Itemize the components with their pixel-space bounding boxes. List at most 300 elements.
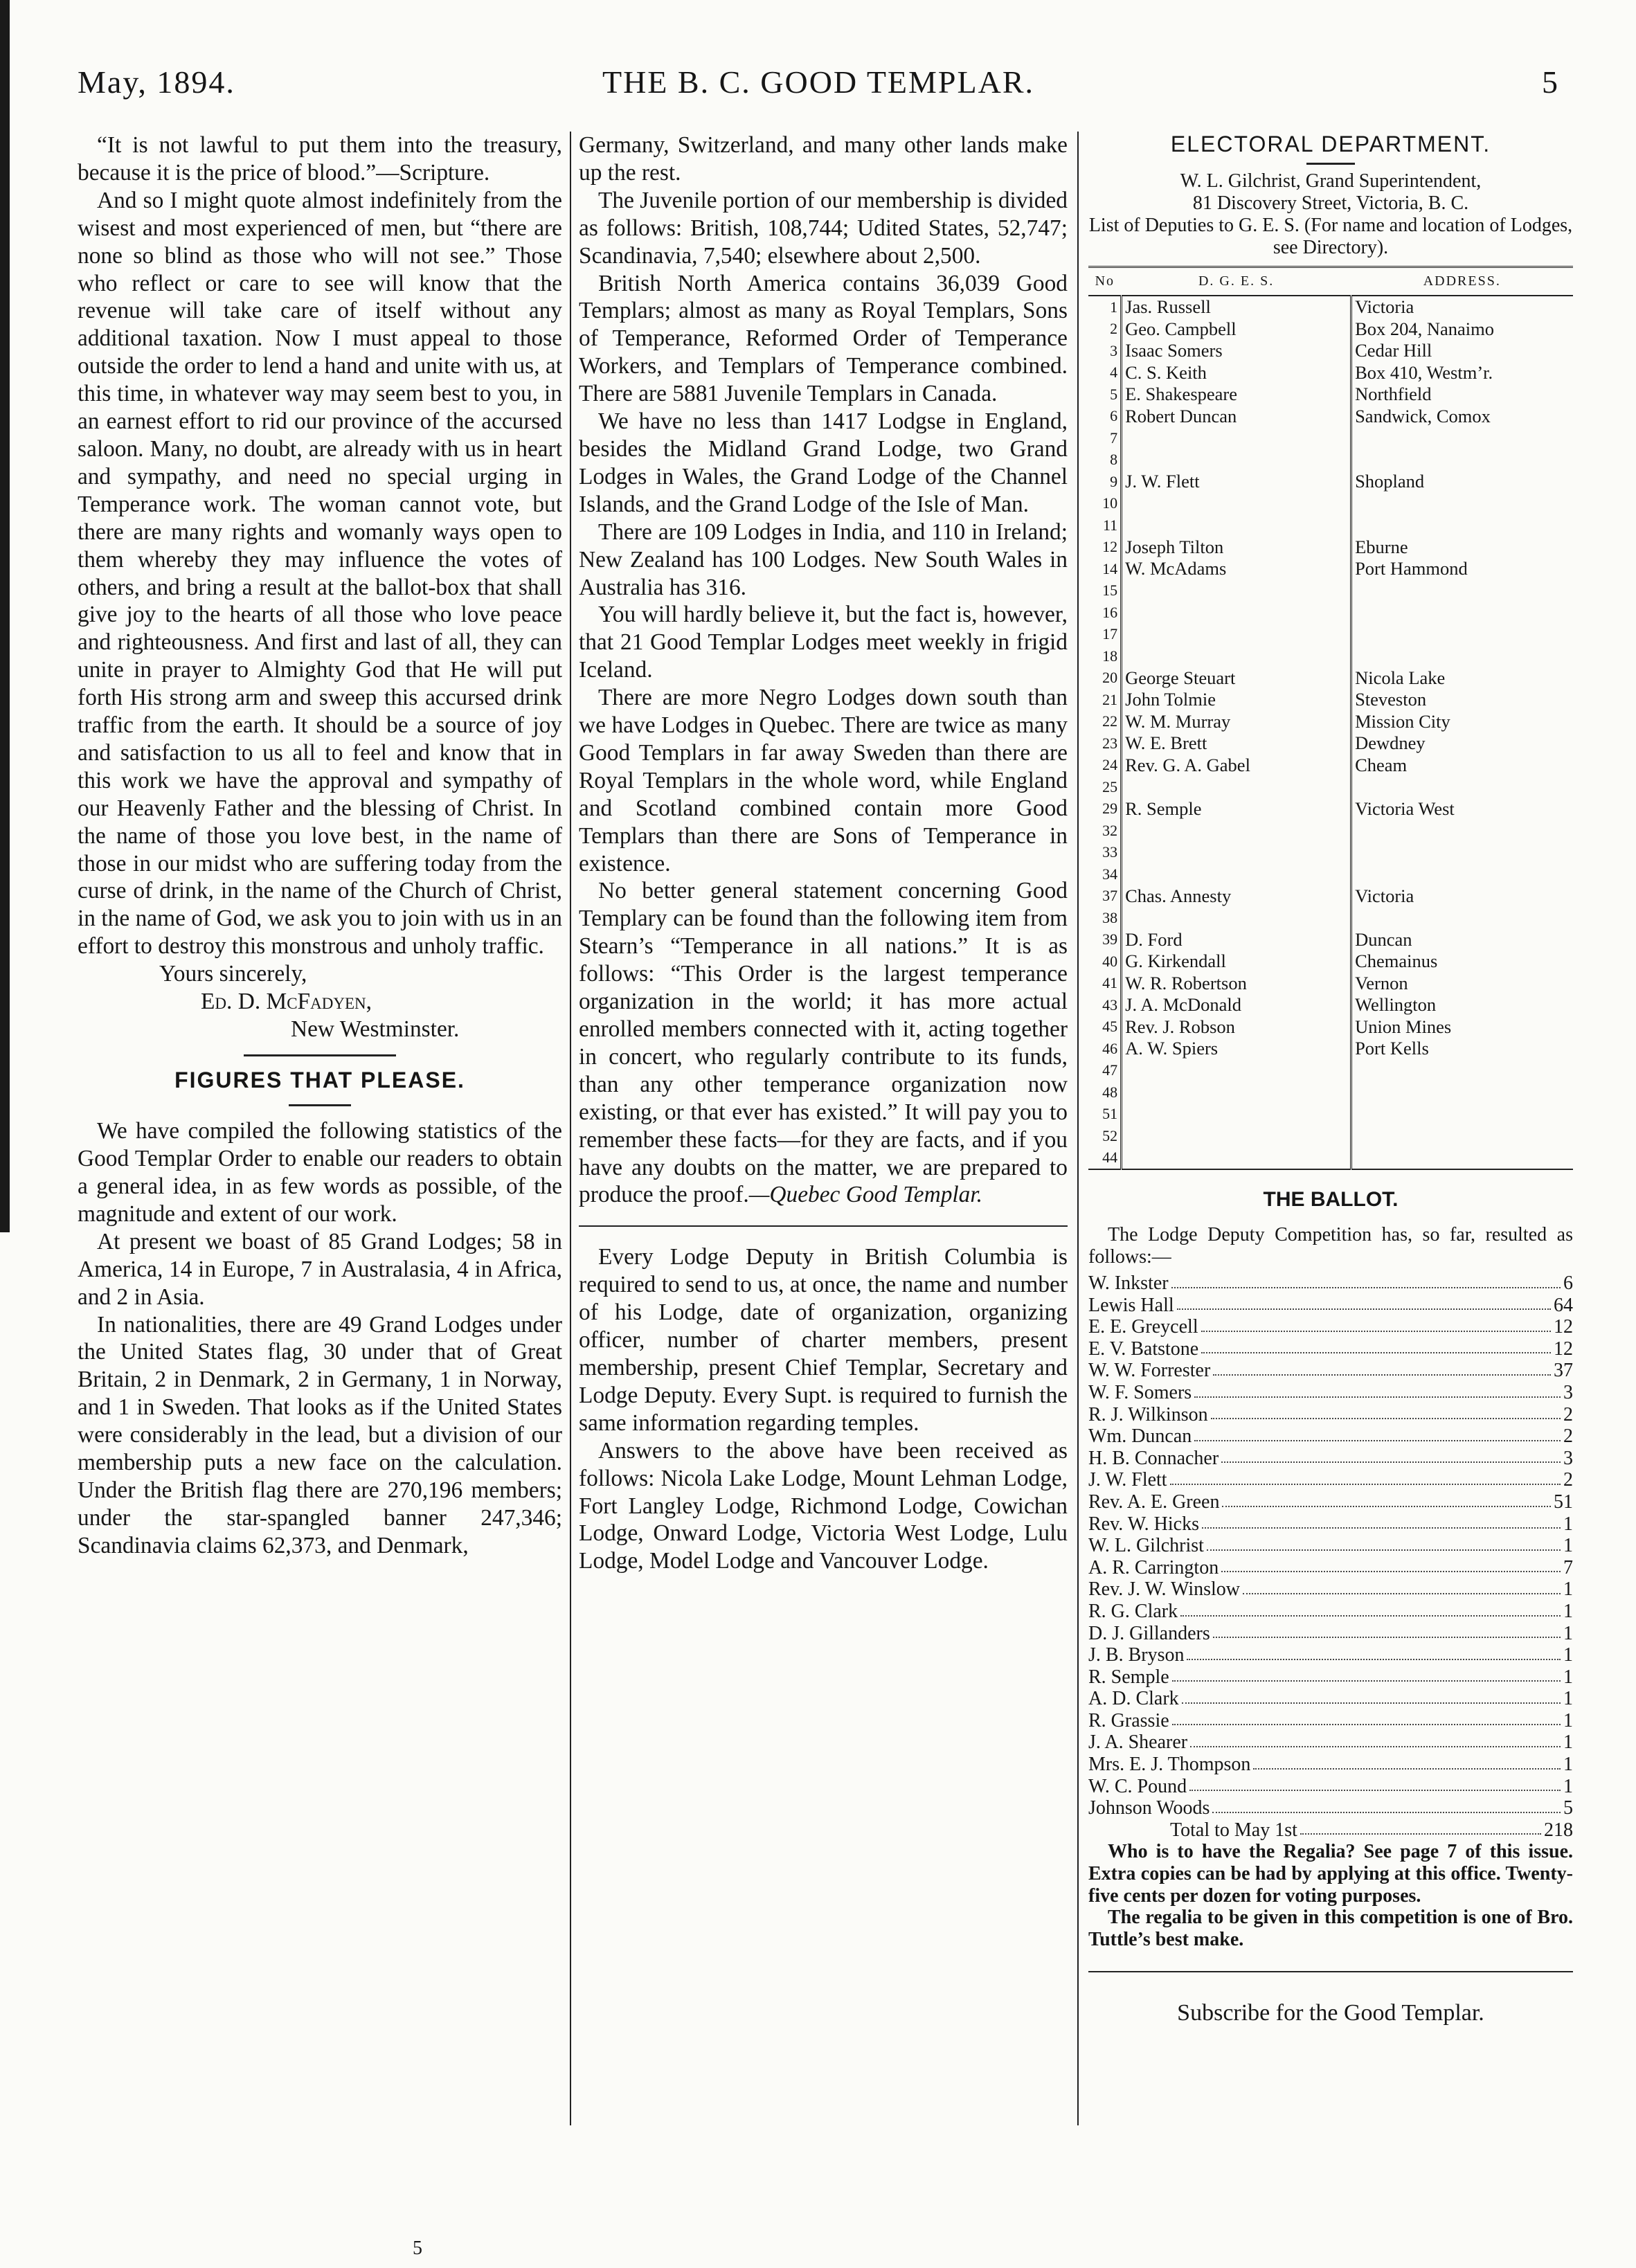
table-row bbox=[1088, 1081, 1573, 1104]
candidate-votes: 1 bbox=[1563, 1622, 1573, 1644]
table-row bbox=[1088, 1016, 1573, 1038]
ballot-total: 218 bbox=[1544, 1819, 1573, 1841]
deputy-name bbox=[1122, 842, 1351, 864]
deputy-number: 20 bbox=[1088, 667, 1122, 690]
candidate-votes: 1 bbox=[1563, 1578, 1573, 1601]
deputy-number: 5 bbox=[1088, 384, 1122, 406]
candidate-name: R. Grassie bbox=[1088, 1709, 1169, 1731]
candidate-name: A. D. Clark bbox=[1088, 1688, 1179, 1710]
candidate-votes: 2 bbox=[1563, 1425, 1573, 1448]
table-row bbox=[1088, 1060, 1573, 1082]
deputy-name bbox=[1122, 776, 1351, 798]
table-row bbox=[1088, 624, 1573, 646]
table-row bbox=[1088, 645, 1573, 667]
leader-dots bbox=[1201, 1316, 1551, 1332]
deputy-number: 8 bbox=[1088, 449, 1122, 471]
ballot-note: Who is to have the Regalia? See page 7 of this issue. Extra copies can be had by applying at this office. Twenty-five cents per dozen for voting purposes. bbox=[1088, 1841, 1573, 1907]
candidate-name: W. W. Forrester bbox=[1088, 1360, 1211, 1382]
leader-dots bbox=[1207, 1535, 1561, 1551]
deputy-address bbox=[1351, 842, 1573, 864]
leader-dots bbox=[1172, 1710, 1561, 1726]
deputy-name: Rev. J. Robson bbox=[1122, 1016, 1351, 1038]
leader-dots bbox=[1194, 1425, 1561, 1441]
ballot-row bbox=[1088, 1754, 1573, 1776]
table-row bbox=[1088, 296, 1573, 318]
deputy-address bbox=[1351, 820, 1573, 842]
leader-dots bbox=[1212, 1797, 1561, 1813]
leader-dots bbox=[1300, 1819, 1541, 1835]
ballot-row bbox=[1088, 1776, 1573, 1798]
deputy-number: 45 bbox=[1088, 1016, 1122, 1038]
deputies-table bbox=[1088, 266, 1573, 1170]
table-row bbox=[1088, 558, 1573, 580]
deputy-number: 41 bbox=[1088, 973, 1122, 995]
deputy-address bbox=[1351, 580, 1573, 602]
deputy-name bbox=[1122, 645, 1351, 667]
figures-heading: FIGURES THAT PLEASE. bbox=[174, 1068, 465, 1093]
ballot-row bbox=[1088, 1425, 1573, 1448]
ballot-row bbox=[1088, 1448, 1573, 1470]
deputy-address: Mission City bbox=[1355, 710, 1450, 732]
candidate-votes: 2 bbox=[1563, 1469, 1573, 1491]
leader-dots bbox=[1177, 1295, 1551, 1311]
deputy-name: John Tolmie bbox=[1122, 689, 1351, 711]
table-row bbox=[1088, 427, 1573, 449]
article-paragraph: There are 109 Lodges in India, and 110 in Ireland; New Zealand has 100 Lodges. New South Wales in Australia has 316. bbox=[579, 519, 1068, 600]
deputy-name bbox=[1122, 624, 1351, 646]
ballot-row bbox=[1088, 1513, 1573, 1536]
deputy-number: 39 bbox=[1088, 929, 1122, 951]
deputy-address: Duncan bbox=[1355, 928, 1412, 950]
deputy-name bbox=[1122, 493, 1351, 515]
table-row bbox=[1088, 493, 1573, 515]
ballot-total-row bbox=[1088, 1819, 1573, 1842]
leader-dots bbox=[1189, 1776, 1561, 1792]
deputy-number: 9 bbox=[1088, 471, 1122, 493]
col-header-address: ADDRESS. bbox=[1351, 267, 1573, 296]
deputy-address: Cedar Hill bbox=[1355, 340, 1432, 361]
deputy-number: 7 bbox=[1088, 427, 1122, 449]
ballot-row bbox=[1088, 1578, 1573, 1601]
deputy-address: Sandwick, Comox bbox=[1355, 405, 1491, 426]
deputy-address bbox=[1351, 602, 1573, 624]
deputy-name: G. Kirkendall bbox=[1122, 951, 1351, 973]
candidate-name: J. B. Bryson bbox=[1088, 1644, 1185, 1666]
table-row bbox=[1088, 340, 1573, 362]
leader-dots bbox=[1194, 1382, 1561, 1398]
column-2 bbox=[579, 132, 1068, 2202]
deputy-address: Port Kells bbox=[1355, 1038, 1429, 1059]
electoral-heading: ELECTORAL DEPARTMENT. bbox=[1170, 132, 1491, 156]
letter-signature bbox=[78, 960, 562, 1043]
deputies-body bbox=[1088, 296, 1573, 1169]
ballot-row bbox=[1088, 1623, 1573, 1645]
deputy-number: 38 bbox=[1088, 907, 1122, 929]
deputy-name: W. M. Murray bbox=[1122, 711, 1351, 733]
table-row bbox=[1088, 863, 1573, 885]
deputy-name bbox=[1122, 1081, 1351, 1104]
article-paragraph: There are more Negro Lodges down south than we have Lodges in Quebec. There are twice as many Good Templars in far away Sweden than there are Royal Templars in the whole word, while England and Scotland combined contain more Good Templars than there are Sons of Temperance in existence. bbox=[579, 685, 1068, 876]
table-row bbox=[1088, 776, 1573, 798]
deputy-number: 3 bbox=[1088, 340, 1122, 362]
deputy-name: W. McAdams bbox=[1122, 558, 1351, 580]
table-row bbox=[1088, 602, 1573, 624]
candidate-name: J. A. Shearer bbox=[1088, 1731, 1188, 1754]
deputy-address bbox=[1351, 776, 1573, 798]
ballot-row bbox=[1088, 1797, 1573, 1819]
deputy-number: 6 bbox=[1088, 406, 1122, 428]
deputy-address bbox=[1351, 1081, 1573, 1104]
deputy-name: Jas. Russell bbox=[1122, 296, 1351, 318]
deputy-address bbox=[1351, 907, 1573, 929]
superintendent: W. L. Gilchrist, Grand Superintendent, bbox=[1180, 170, 1482, 192]
deputy-number: 47 bbox=[1088, 1060, 1122, 1082]
article-paragraph: You will hardly believe it, but the fact is, however, that 21 Good Templar Lodges meet weekly in frigid Iceland. bbox=[579, 602, 1068, 683]
leader-dots bbox=[1253, 1754, 1561, 1770]
candidate-name: W. C. Pound bbox=[1088, 1775, 1187, 1797]
superintendent-address: 81 Discovery Street, Victoria, B. C. bbox=[1192, 192, 1469, 214]
table-row bbox=[1088, 951, 1573, 973]
deputy-name bbox=[1122, 514, 1351, 537]
signature-place: New Westminster. bbox=[291, 1016, 460, 1043]
deputy-name: J. A. McDonald bbox=[1122, 994, 1351, 1016]
column-1 bbox=[78, 132, 562, 2202]
candidate-votes: 64 bbox=[1554, 1294, 1573, 1316]
deputy-number: 34 bbox=[1088, 863, 1122, 885]
candidate-name: R. G. Clark bbox=[1088, 1600, 1178, 1622]
deputy-address bbox=[1351, 514, 1573, 537]
article-paragraph bbox=[579, 877, 1068, 1209]
section-divider bbox=[1088, 1971, 1573, 1972]
candidate-votes: 1 bbox=[1563, 1513, 1573, 1535]
deputy-number: 25 bbox=[1088, 776, 1122, 798]
table-row bbox=[1088, 580, 1573, 602]
candidate-votes: 1 bbox=[1563, 1666, 1573, 1688]
page-edge-bar bbox=[0, 0, 10, 1232]
deputy-address: Chemainus bbox=[1355, 951, 1438, 972]
candidate-votes: 1 bbox=[1563, 1731, 1573, 1754]
section-divider bbox=[579, 1225, 1068, 1227]
scripture-quote: “It is not lawful to put them into the treasury, because it is the price of blood.”—Scripture. bbox=[78, 132, 562, 186]
deputy-number: 37 bbox=[1088, 885, 1122, 908]
ballot-row bbox=[1088, 1316, 1573, 1338]
table-row bbox=[1088, 732, 1573, 755]
deputy-address bbox=[1351, 449, 1573, 471]
candidate-name: R. Semple bbox=[1088, 1666, 1169, 1688]
table-row bbox=[1088, 885, 1573, 908]
deputy-address bbox=[1351, 645, 1573, 667]
candidate-name: R. J. Wilkinson bbox=[1088, 1403, 1208, 1425]
leader-dots bbox=[1243, 1578, 1561, 1594]
deputy-name: E. Shakespeare bbox=[1122, 384, 1351, 406]
deputy-name: Joseph Tilton bbox=[1122, 537, 1351, 559]
candidate-votes: 5 bbox=[1563, 1797, 1573, 1819]
deputy-number: 12 bbox=[1088, 537, 1122, 559]
table-row bbox=[1088, 907, 1573, 929]
ballot-total-label: Total to May 1st bbox=[1170, 1819, 1297, 1841]
deputy-number: 10 bbox=[1088, 493, 1122, 515]
candidate-name: Johnson Woods bbox=[1088, 1797, 1210, 1819]
table-row bbox=[1088, 994, 1573, 1016]
deputy-address: Box 204, Nanaimo bbox=[1355, 318, 1494, 339]
leader-dots bbox=[1211, 1404, 1561, 1420]
leader-dots bbox=[1171, 1272, 1561, 1288]
candidate-votes: 3 bbox=[1563, 1381, 1573, 1403]
candidate-name: E. V. Batstone bbox=[1088, 1338, 1199, 1360]
table-row bbox=[1088, 1038, 1573, 1060]
deputy-address: Union Mines bbox=[1355, 1016, 1452, 1037]
table-row bbox=[1088, 755, 1573, 777]
deputy-address: Wellington bbox=[1355, 994, 1437, 1016]
ballot-row bbox=[1088, 1535, 1573, 1557]
column-rule-2 bbox=[1077, 132, 1079, 2125]
ballot-row bbox=[1088, 1272, 1573, 1295]
deputy-name bbox=[1122, 907, 1351, 929]
candidate-name: H. B. Connacher bbox=[1088, 1447, 1219, 1469]
candidate-votes: 1 bbox=[1563, 1775, 1573, 1797]
leader-dots bbox=[1222, 1491, 1551, 1507]
candidate-name: J. W. Flett bbox=[1088, 1469, 1167, 1491]
subscribe-notice: Subscribe for the Good Templar. bbox=[1177, 2000, 1484, 2026]
deputy-name: George Steuart bbox=[1122, 667, 1351, 690]
deputy-name: Robert Duncan bbox=[1122, 406, 1351, 428]
article-paragraph: The Juvenile portion of our membership is divided as follows: British, 108,744; Udited States, 52,747; Scandinavia, 7,540; elsewhere about 2,500. bbox=[579, 187, 1068, 269]
table-row bbox=[1088, 689, 1573, 711]
article-paragraph: Germany, Switzerland, and many other lands make up the rest. bbox=[579, 132, 1068, 186]
column-rule-1 bbox=[570, 132, 571, 2125]
deputy-address bbox=[1351, 624, 1573, 646]
ballot-note: The regalia to be given in this competition is one of Bro. Tuttle’s best make. bbox=[1088, 1907, 1573, 1950]
table-row bbox=[1088, 471, 1573, 493]
deputy-address: Northfield bbox=[1355, 384, 1432, 405]
issue-date: May, 1894. bbox=[78, 64, 235, 100]
table-row bbox=[1088, 1147, 1573, 1170]
deputy-number: 21 bbox=[1088, 689, 1122, 711]
ballot-row bbox=[1088, 1688, 1573, 1710]
ballot-row bbox=[1088, 1295, 1573, 1317]
deputy-address bbox=[1351, 1104, 1573, 1126]
deputy-name: D. Ford bbox=[1122, 929, 1351, 951]
candidate-votes: 37 bbox=[1554, 1360, 1573, 1382]
candidate-votes: 12 bbox=[1554, 1338, 1573, 1360]
deputy-address: Nicola Lake bbox=[1355, 667, 1446, 688]
deputy-name: Isaac Somers bbox=[1122, 340, 1351, 362]
candidate-votes: 1 bbox=[1563, 1644, 1573, 1666]
deputy-number: 32 bbox=[1088, 820, 1122, 842]
deputy-number: 24 bbox=[1088, 755, 1122, 777]
leader-dots bbox=[1190, 1731, 1561, 1747]
deputy-number: 11 bbox=[1088, 514, 1122, 537]
leader-dots bbox=[1182, 1688, 1561, 1704]
candidate-name: Lewis Hall bbox=[1088, 1294, 1174, 1316]
table-row bbox=[1088, 406, 1573, 428]
deputy-number: 16 bbox=[1088, 602, 1122, 624]
heading-underline bbox=[289, 1104, 351, 1106]
candidate-votes: 3 bbox=[1563, 1447, 1573, 1469]
ballot-intro: The Lodge Deputy Competition has, so far, resulted as follows:— bbox=[1088, 1224, 1573, 1268]
deputy-number: 44 bbox=[1088, 1147, 1122, 1170]
ballot-row bbox=[1088, 1404, 1573, 1426]
leader-dots bbox=[1201, 1338, 1551, 1354]
deputy-address: Shopland bbox=[1355, 471, 1425, 492]
ballot-row bbox=[1088, 1491, 1573, 1513]
ballot-row bbox=[1088, 1338, 1573, 1360]
candidate-name: Wm. Duncan bbox=[1088, 1425, 1192, 1448]
ballot-row bbox=[1088, 1666, 1573, 1689]
figures-paragraph: In nationalities, there are 49 Grand Lodges under the United States flag, 30 under that of Great Britain, 2 in Denmark, 2 in Germany, 1 in Norway, and 1 in Sweden. That looks as if the United States were considerably in the lead, but a division of our membership puts a new face on the calculation. Under the British flag there are 270,196 members; under the star-spangled banner 247,346; Scandinavia claims 62,373, and Denmark, bbox=[78, 1311, 562, 1558]
candidate-votes: 1 bbox=[1563, 1688, 1573, 1710]
deputy-address: Cheam bbox=[1355, 754, 1408, 775]
column-3 bbox=[1088, 132, 1573, 2202]
deputy-name bbox=[1122, 449, 1351, 471]
deputy-name: Rev. G. A. Gabel bbox=[1122, 755, 1351, 777]
deputies-note: List of Deputies to G. E. S. (For name and location of Lodges, see Directory). bbox=[1088, 215, 1573, 258]
deputy-name: W. R. Robertson bbox=[1122, 973, 1351, 995]
ballot-row bbox=[1088, 1469, 1573, 1491]
deputy-name bbox=[1122, 1147, 1351, 1170]
table-row bbox=[1088, 842, 1573, 864]
table-row bbox=[1088, 537, 1573, 559]
candidate-name: Mrs. E. J. Thompson bbox=[1088, 1754, 1251, 1776]
deputy-name bbox=[1122, 427, 1351, 449]
table-row bbox=[1088, 384, 1573, 406]
ballot-heading: THE BALLOT. bbox=[1263, 1188, 1399, 1211]
candidate-votes: 1 bbox=[1563, 1600, 1573, 1622]
leader-dots bbox=[1213, 1623, 1561, 1639]
deputy-number: 46 bbox=[1088, 1038, 1122, 1060]
ballot-row bbox=[1088, 1557, 1573, 1579]
deputy-name bbox=[1122, 863, 1351, 885]
table-row bbox=[1088, 973, 1573, 995]
deputy-name: A. W. Spiers bbox=[1122, 1038, 1351, 1060]
article-paragraph: British North America contains 36,039 Good Templars; almost as many as Royal Templars, Sons of Temperance, Reformed Order of Temperance Workers, and Templars of Temperance combined. There are 5881 Juvenile Templars in Canada. bbox=[579, 270, 1068, 407]
deputy-name bbox=[1122, 602, 1351, 624]
ballot-list bbox=[1088, 1272, 1573, 1819]
ballot-row bbox=[1088, 1360, 1573, 1382]
candidate-name: W. Inkster bbox=[1088, 1272, 1169, 1294]
deputy-number: 23 bbox=[1088, 732, 1122, 755]
deputy-number: 51 bbox=[1088, 1104, 1122, 1126]
ballot-row bbox=[1088, 1382, 1573, 1404]
deputy-name bbox=[1122, 1060, 1351, 1082]
deputy-number: 2 bbox=[1088, 318, 1122, 341]
section-rule bbox=[244, 1054, 396, 1056]
deputy-name: Chas. Annesty bbox=[1122, 885, 1351, 908]
candidate-name: A. R. Carrington bbox=[1088, 1556, 1219, 1578]
table-row bbox=[1088, 1125, 1573, 1147]
deputy-address bbox=[1351, 427, 1573, 449]
deputy-address: Steveston bbox=[1355, 689, 1427, 710]
candidate-votes: 51 bbox=[1554, 1491, 1573, 1513]
leader-dots bbox=[1221, 1448, 1561, 1464]
figures-paragraph: We have compiled the following statistics of the Good Templar Order to enable our readers to obtain a general idea, in as few words as possible, of the magnitude and extent of our work. bbox=[78, 1118, 562, 1227]
deputy-address: Victoria West bbox=[1355, 798, 1455, 819]
signature-name: Ed. D. McFadyen, bbox=[201, 989, 372, 1015]
deputy-number: 22 bbox=[1088, 711, 1122, 733]
heading-underline bbox=[1306, 163, 1355, 165]
table-header-row bbox=[1088, 267, 1573, 296]
deputy-address: Port Hammond bbox=[1355, 558, 1468, 579]
deputy-number: 33 bbox=[1088, 842, 1122, 864]
table-row bbox=[1088, 318, 1573, 341]
leader-dots bbox=[1180, 1601, 1561, 1617]
newspaper-title: THE B. C. GOOD TEMPLAR. bbox=[602, 64, 1034, 100]
table-row bbox=[1088, 362, 1573, 384]
deputy-number: 29 bbox=[1088, 798, 1122, 820]
leader-dots bbox=[1170, 1469, 1561, 1485]
quoted-statement: No better general statement concerning Good Templary can be found than the following item from Stearn’s “Temperance in all nations.” It is as follows: “This Order is the largest temperance organization in the world; it has more actual enrolled members connected with it, acting together in concert, who regularly contribute to its funds, than any other temperance organization now existing, or that ever has existed.” It will pay you to remember these facts—for they are facts, and if you have any doubts on the matter, we are prepared to produce the proof. bbox=[579, 878, 1068, 1208]
deputy-address: Box 410, Westm’r. bbox=[1355, 361, 1493, 383]
deputy-address bbox=[1351, 1147, 1573, 1170]
leader-dots bbox=[1202, 1513, 1561, 1529]
deputy-name: J. W. Flett bbox=[1122, 471, 1351, 493]
ballot-row bbox=[1088, 1601, 1573, 1623]
lodge-notice: Every Lodge Deputy in British Columbia is required to send to us, at once, the name and number of his Lodge, date of organization, organizing officer, number of charter members, present membership, present Chief Templar, Secretary and Lodge Deputy. Every Supt. is required to furnish the same information regarding temples. bbox=[579, 1244, 1068, 1436]
deputy-address bbox=[1351, 863, 1573, 885]
deputy-name bbox=[1122, 1104, 1351, 1126]
folio-mark: 5 bbox=[413, 2238, 422, 2259]
deputy-name: Geo. Campbell bbox=[1122, 318, 1351, 341]
deputy-address bbox=[1351, 1125, 1573, 1147]
deputy-name: R. Semple bbox=[1122, 798, 1351, 820]
candidate-votes: 1 bbox=[1563, 1535, 1573, 1557]
deputy-address bbox=[1351, 1060, 1573, 1082]
table-row bbox=[1088, 1104, 1573, 1126]
deputy-number: 14 bbox=[1088, 558, 1122, 580]
candidate-votes: 7 bbox=[1563, 1556, 1573, 1578]
deputy-number: 40 bbox=[1088, 951, 1122, 973]
leader-dots bbox=[1172, 1666, 1561, 1682]
deputy-number: 48 bbox=[1088, 1081, 1122, 1104]
table-row bbox=[1088, 711, 1573, 733]
deputy-address: Vernon bbox=[1355, 972, 1408, 993]
deputy-number: 15 bbox=[1088, 580, 1122, 602]
candidate-votes: 12 bbox=[1554, 1316, 1573, 1338]
deputy-address: Dewdney bbox=[1355, 732, 1426, 754]
leader-dots bbox=[1221, 1557, 1561, 1573]
deputy-name bbox=[1122, 580, 1351, 602]
table-row bbox=[1088, 929, 1573, 951]
ballot-row bbox=[1088, 1710, 1573, 1732]
deputy-name: C. S. Keith bbox=[1122, 362, 1351, 384]
article-paragraph: We have no less than 1417 Lodgse in England, besides the Midland Grand Lodge, two Grand Lodges in Wales, the Grand Lodge of the Channel Islands, and the Grand Lodge of the Isle of Man. bbox=[579, 408, 1068, 517]
candidate-votes: 2 bbox=[1563, 1403, 1573, 1425]
deputy-address: Victoria bbox=[1355, 885, 1414, 906]
masthead bbox=[78, 64, 1559, 112]
candidate-name: D. J. Gillanders bbox=[1088, 1622, 1210, 1644]
deputy-number: 17 bbox=[1088, 624, 1122, 646]
deputy-number: 43 bbox=[1088, 994, 1122, 1016]
leader-dots bbox=[1187, 1644, 1561, 1660]
source-credit: —Quebec Good Templar. bbox=[748, 1182, 982, 1208]
table-row bbox=[1088, 667, 1573, 690]
candidate-votes: 1 bbox=[1563, 1754, 1573, 1776]
signature-closing: Yours sincerely, bbox=[159, 961, 307, 987]
page-number: 5 bbox=[1542, 64, 1559, 100]
candidate-name: W. L. Gilchrist bbox=[1088, 1535, 1204, 1557]
ballot-notes bbox=[1088, 1841, 1573, 1950]
table-row bbox=[1088, 798, 1573, 820]
deputy-name bbox=[1122, 1125, 1351, 1147]
col-header-no: No bbox=[1088, 267, 1122, 296]
candidate-name: W. F. Somers bbox=[1088, 1381, 1192, 1403]
ballot-row bbox=[1088, 1644, 1573, 1666]
deputy-address: Eburne bbox=[1355, 536, 1408, 557]
deputy-number: 4 bbox=[1088, 362, 1122, 384]
deputy-name: W. E. Brett bbox=[1122, 732, 1351, 755]
leader-dots bbox=[1213, 1360, 1551, 1376]
appeal-paragraph: And so I might quote almost indefinitely from the wisest and most experienced of men, but “there are none so blind as those who will not see.” Those who reflect or care to see will know that the revenue will take care of itself without any additional taxation. Now I must appeal to those outside the order to lend a hand and unite with us, at this time, in whatever way may seem best to you, in an earnest effort to rid our province of the accursed saloon. Many, no doubt, are already with us in heart and sympathy, and need no special urging in Temperance work. The woman cannot vote, but there are many rights and womanly ways open to them whereby they may influence the votes of others, and bring a result at the ballot-box that shall give joy to the hearts of all those who love peace and righteousness. And first and last of all, they can unite in prayer to Almighty God that He will put forth His strong arm and sweep this accursed drink traffic from the earth. It should be a source of joy and satisfaction to us all to feel and know that in this work we have the approval and sympathy of our Heavenly Father and the blessing of Christ. In the name of those you love best, in the name of those in our midst who are suffering today from the curse of drink, in the name of the Church of Christ, in the name of God, we ask you to join with us in an effort to destroy this monstrous and unholy traffic. bbox=[78, 187, 562, 960]
